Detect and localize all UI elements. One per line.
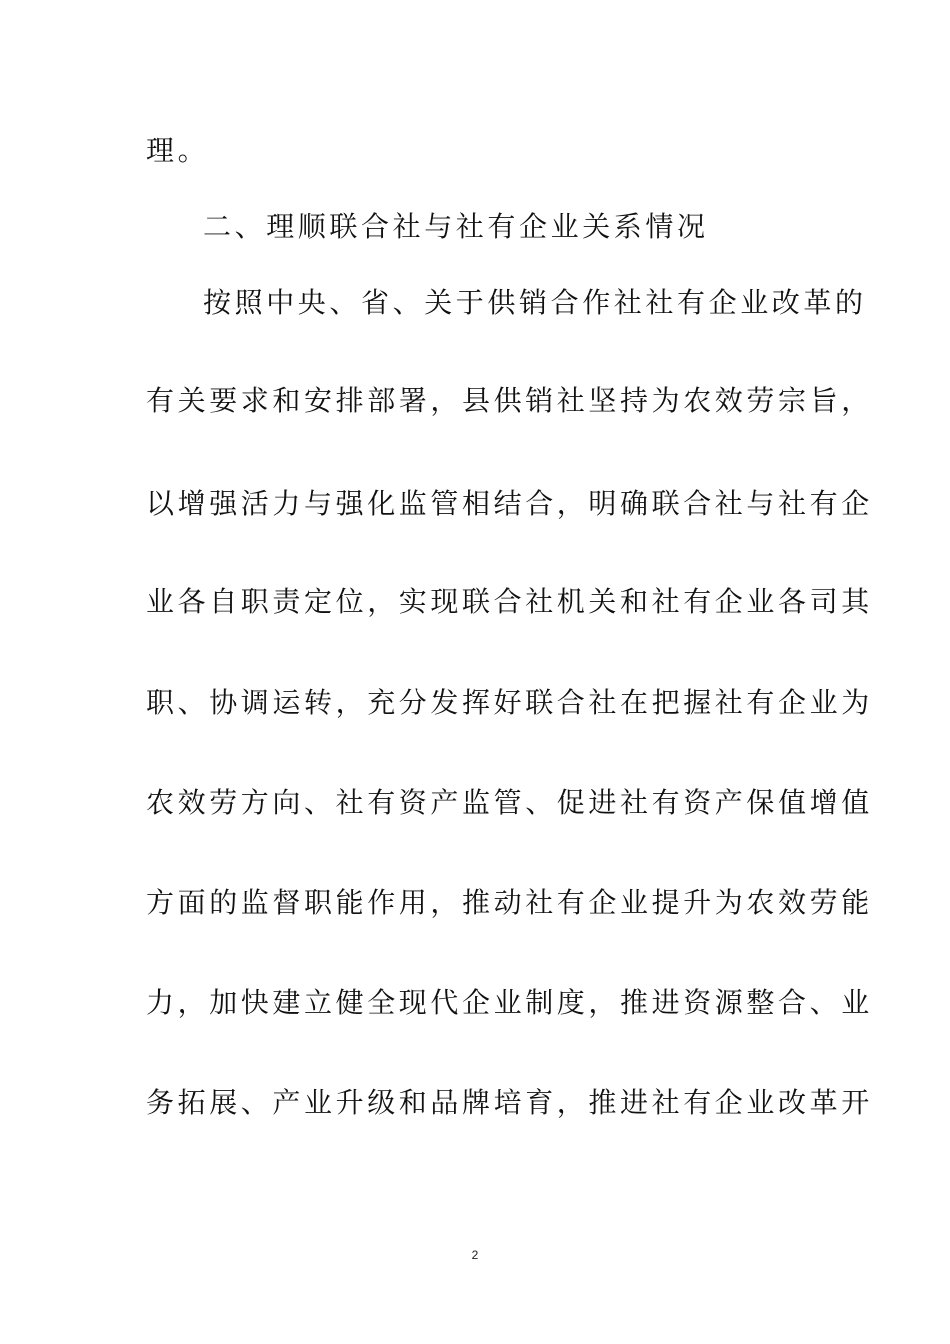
page-number: 2 bbox=[471, 1248, 479, 1262]
text-line: 以增强活力与强化监管相结合，明确联合社与社有企 bbox=[146, 487, 873, 520]
text-line: 按照中央、省、关于供销合作社社有企业改革的 bbox=[203, 286, 867, 319]
text-line: 务拓展、产业升级和品牌培育，推进社有企业改革开 bbox=[146, 1086, 873, 1119]
text-line: 方面的监督职能作用，推动社有企业提升为农效劳能 bbox=[146, 886, 873, 919]
text-line: 力，加快建立健全现代企业制度，推进资源整合、业 bbox=[146, 986, 873, 1019]
text-line: 有关要求和安排部署，县供销社坚持为农效劳宗旨， bbox=[146, 384, 873, 417]
section-heading: 二、理顺联合社与社有企业关系情况 bbox=[203, 210, 709, 243]
text-line: 农效劳方向、社有资产监管、促进社有资产保值增值 bbox=[146, 786, 873, 819]
text-line: 业各自职责定位，实现联合社机关和社有企业各司其 bbox=[146, 585, 873, 618]
text-line: 理。 bbox=[146, 134, 210, 167]
text-line: 职、协调运转，充分发挥好联合社在把握社有企业为 bbox=[146, 686, 873, 719]
